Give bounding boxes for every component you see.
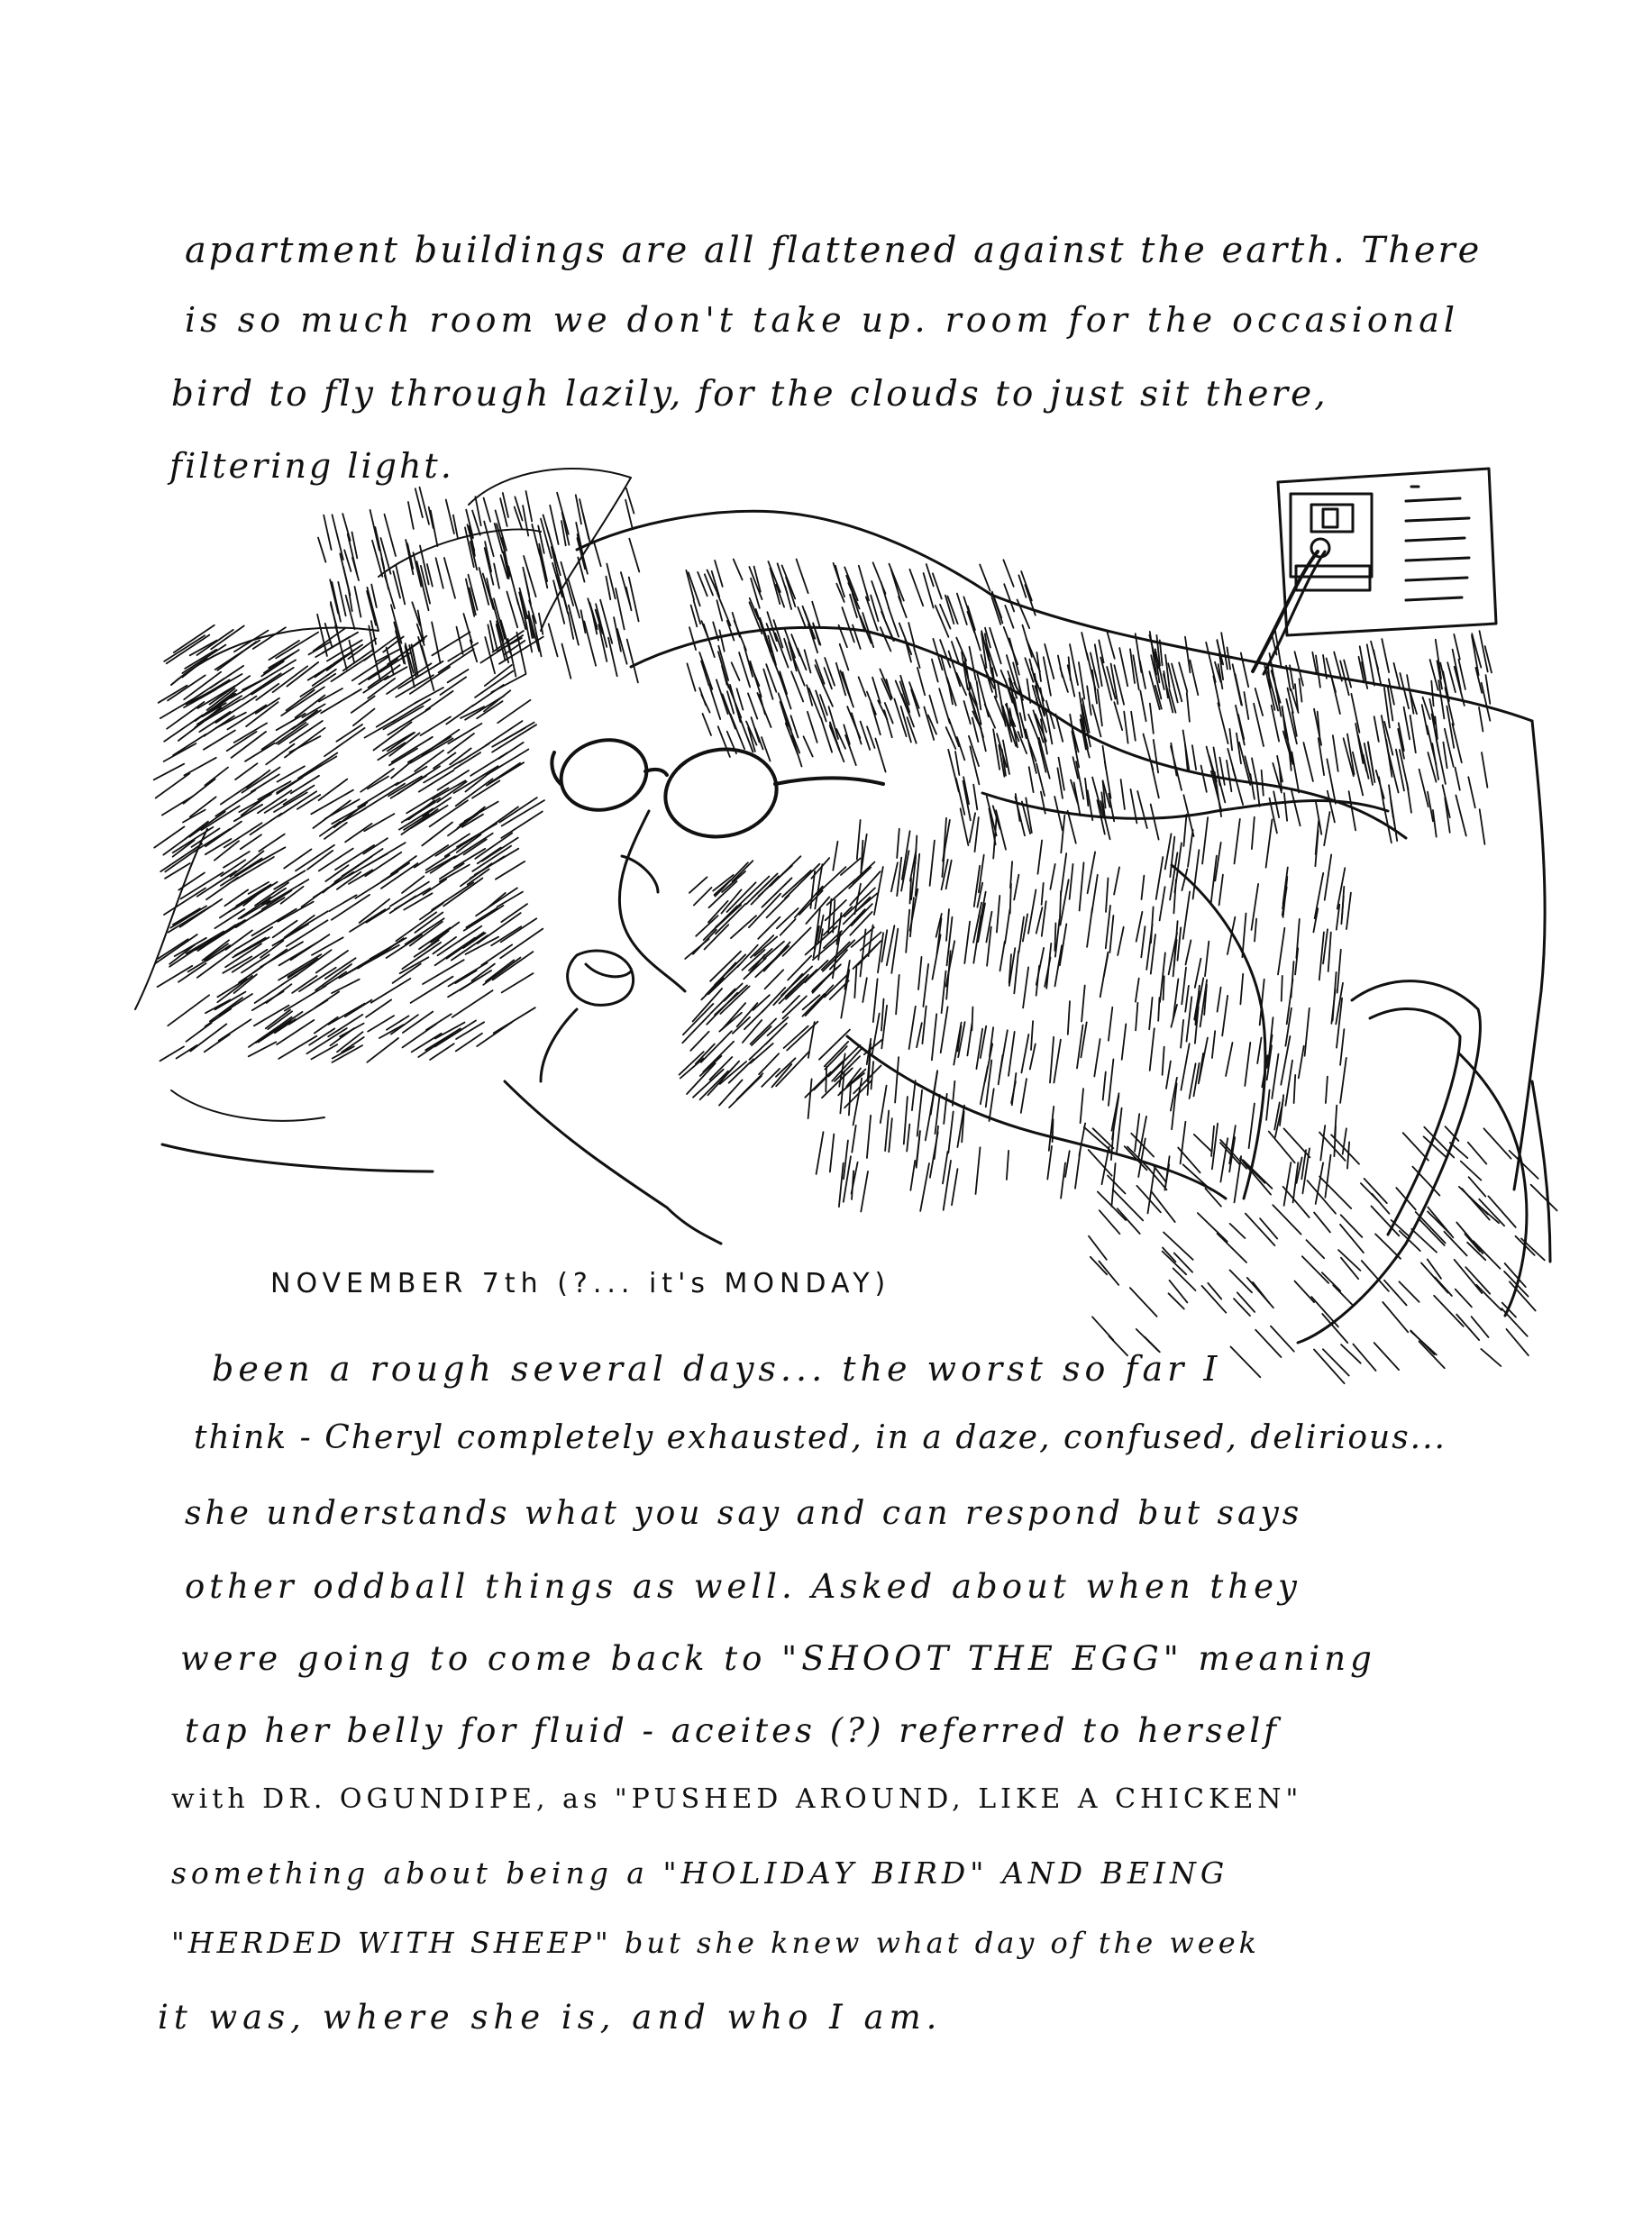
top-text-line-2: is so much room we don't take up. room for the occasional — [185, 300, 1460, 340]
entry-line-1: been a rough several days... the worst so far I — [212, 1349, 1222, 1389]
entry-line-6: tap her belly for fluid - aceites (?) referred to herself — [185, 1711, 1280, 1750]
glasses-icon — [552, 731, 883, 845]
entry-line-10: it was, where she is, and who I am. — [158, 1998, 943, 2037]
entry-line-7: with DR. OGUNDIPE, as "PUSHED AROUND, LIKE A CHICKEN" — [171, 1783, 1303, 1815]
top-text-line-3: bird to fly through lazily, for the clouds to just sit there, — [171, 374, 1328, 415]
entry-date-heading: NOVEMBER 7th (?... it's MONDAY) — [270, 1268, 891, 1299]
wall-outlet-icon — [1253, 469, 1496, 674]
entry-line-9: "HERDED WITH SHEEP" but she knew what day of the week — [171, 1926, 1261, 1960]
entry-line-5: were going to come back to "SHOOT THE EGG" meaning — [180, 1639, 1376, 1678]
top-text-line-1: apartment buildings are all flattened against the earth. There — [185, 230, 1483, 271]
top-text-line-4: filtering light. — [169, 446, 454, 486]
face-drawing — [541, 811, 685, 1081]
entry-line-2: think - Cheryl completely exhausted, in a daze, confused, delirious... — [194, 1419, 1447, 1456]
entry-line-8: something about being a "HOLIDAY BIRD" AND BEING — [171, 1855, 1229, 1891]
entry-line-3: she understands what you say and can respond but says — [185, 1495, 1303, 1532]
entry-line-4: other oddball things as well. Asked about when they — [185, 1567, 1301, 1606]
